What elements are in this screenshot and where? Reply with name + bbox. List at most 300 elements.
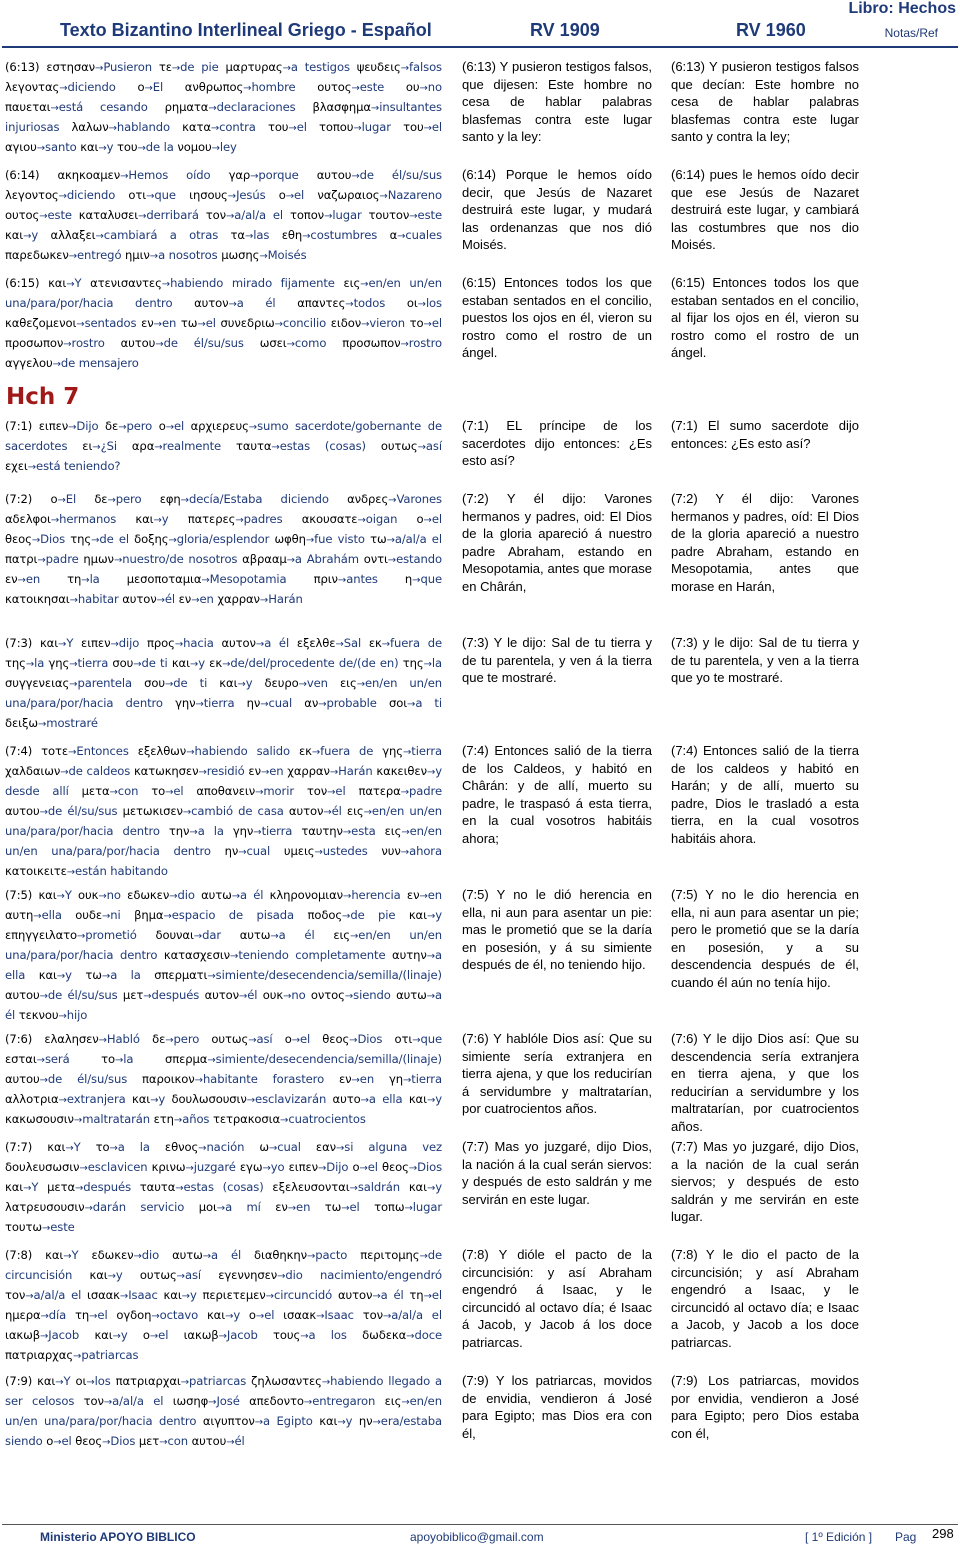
arrow-icon: → <box>265 1291 274 1302</box>
header-divider <box>2 46 958 48</box>
spanish-gloss: y <box>161 512 169 526</box>
arrow-icon: → <box>349 1183 358 1194</box>
greek-word: της <box>5 656 26 670</box>
arrow-icon: → <box>246 1095 256 1106</box>
arrow-icon: → <box>68 747 77 758</box>
spanish-gloss: José <box>216 1394 240 1408</box>
spanish-gloss: así <box>184 1268 202 1282</box>
arrow-icon: → <box>238 991 248 1002</box>
greek-word: θεος <box>322 1032 350 1046</box>
arrow-icon: → <box>31 535 41 546</box>
spanish-gloss: diciendo <box>67 80 116 94</box>
arrow-icon: → <box>423 515 432 526</box>
spanish-gloss: de ti <box>141 656 168 670</box>
arrow-icon: → <box>400 339 409 350</box>
spanish-gloss: habiendo mirado fijamente <box>170 276 335 290</box>
arrow-icon: → <box>342 827 352 838</box>
greek-word: ημερα <box>5 1308 41 1322</box>
spanish-gloss: dio nacimiento/engendró <box>285 1268 442 1282</box>
arrow-icon: → <box>363 807 372 818</box>
greek-word: την <box>168 824 190 838</box>
greek-word: τω <box>370 532 387 546</box>
page-label: Pag <box>895 1530 917 1544</box>
greek-word: εγεννησεν <box>218 1268 278 1282</box>
spanish-gloss: pacto <box>315 1248 348 1262</box>
arrow-icon: → <box>68 422 77 433</box>
arrow-icon: → <box>168 535 177 546</box>
spanish-gloss: no <box>106 888 121 902</box>
spanish-gloss: en <box>161 316 177 330</box>
spanish-gloss: estas (cosas) <box>279 439 366 453</box>
arrow-icon: → <box>351 1075 360 1086</box>
arrow-icon: → <box>255 1311 265 1322</box>
spanish-gloss: entregaron <box>312 1394 376 1408</box>
spanish-gloss: está cesando <box>58 100 148 114</box>
rv1960-text: (6:14) pues le hemos oído decir que ese Jesús de Nazaret destruirá este lugar, y cambiará las costumbres que nos dio Moisés. <box>671 167 859 253</box>
arrow-icon: → <box>260 699 269 710</box>
rv1960-text: (7:8) Y le dio el pacto de la circuncisión; y así Abraham engendró a Isaac, y le circuncidó al octavo día; e Isaac a Jacob, y Jacob a los doce patriarcas. <box>671 1247 859 1350</box>
spanish-gloss: día <box>48 1308 67 1322</box>
greek-word: ο <box>248 1308 256 1322</box>
greek-word: το <box>151 784 166 798</box>
greek-word: μετα <box>81 784 110 798</box>
spanish-gloss: fue visto <box>314 532 365 546</box>
arrow-icon: → <box>113 555 123 566</box>
arrow-icon: → <box>316 1311 325 1322</box>
spanish-gloss: cuatrocientos <box>288 1112 366 1126</box>
arrow-icon: → <box>207 1055 216 1066</box>
arrow-icon: → <box>84 1203 93 1214</box>
greek-word: τα <box>230 228 245 242</box>
arrow-icon: → <box>327 787 336 798</box>
spanish-gloss: Dijo <box>76 419 99 433</box>
arrow-icon: → <box>419 83 428 94</box>
greek-word: ο <box>46 1434 54 1448</box>
spanish-gloss: concilio <box>282 316 327 330</box>
greek-word: και <box>171 656 190 670</box>
spanish-gloss: a ella <box>368 1092 403 1106</box>
arrow-icon: → <box>311 747 321 758</box>
greek-word: εις <box>384 824 402 838</box>
spanish-gloss: a él <box>211 1248 242 1262</box>
greek-word: και <box>94 1328 113 1342</box>
greek-word: δε <box>105 419 119 433</box>
arrow-icon: → <box>191 595 200 606</box>
arrow-icon: → <box>329 767 339 778</box>
arrow-icon: → <box>402 1075 412 1086</box>
arrow-icon: → <box>401 1397 410 1408</box>
spanish-gloss: después <box>83 1180 132 1194</box>
greek-word: σοι <box>388 696 408 710</box>
greek-word: γην <box>175 696 196 710</box>
spanish-gloss: en <box>296 1200 311 1214</box>
interlinear-text <box>5 274 442 374</box>
greek-word: ρηματα <box>164 100 209 114</box>
arrow-icon: → <box>66 867 76 878</box>
arrow-icon: → <box>227 191 237 202</box>
arrow-icon: → <box>50 515 60 526</box>
arrow-icon: → <box>287 1203 297 1214</box>
arrow-icon: → <box>216 1203 226 1214</box>
spanish-gloss: de/del/procedente de/(de en) <box>230 656 399 670</box>
arrow-icon: → <box>23 231 32 242</box>
spanish-gloss: dijo <box>118 636 140 650</box>
greek-word: εις <box>346 804 364 818</box>
spanish-gloss: la <box>431 656 443 670</box>
spanish-gloss: a ella <box>5 948 442 982</box>
spanish-gloss: Dijo <box>326 1160 349 1174</box>
spanish-gloss: dio <box>141 1248 160 1262</box>
arrow-icon: → <box>173 1115 183 1126</box>
spanish-gloss: a nosotros <box>158 248 218 262</box>
arrow-icon: → <box>208 103 217 114</box>
greek-word: το <box>101 1052 116 1066</box>
arrow-icon: → <box>211 143 220 154</box>
spanish-gloss: en/en un/en una/para/por/hacia dentro <box>5 276 442 310</box>
spanish-gloss: ley <box>219 140 237 154</box>
arrow-icon: → <box>55 1377 64 1388</box>
spanish-gloss: y <box>120 1328 128 1342</box>
verse-reference: (7:1) <box>5 419 39 433</box>
spanish-gloss: lugar <box>361 120 391 134</box>
greek-word: και <box>89 1268 108 1282</box>
greek-word: ουκ <box>78 888 99 902</box>
arrow-icon: → <box>95 63 104 74</box>
greek-word: ο <box>137 80 145 94</box>
arrow-icon: → <box>91 535 100 546</box>
rv1909-text: (7:8) Y dióle el pacto de la circuncisión: y así Abraham engendró á Isaac, y le circuncidó al octavo día; é Isaac á Jacob, y Jacob á los doce patriarcas. <box>462 1247 652 1350</box>
greek-word: απεδοντο <box>249 1394 304 1408</box>
arrow-icon: → <box>76 931 86 942</box>
arrow-icon: → <box>412 575 421 586</box>
arrow-icon: → <box>372 1417 381 1428</box>
arrow-icon: → <box>280 1115 289 1126</box>
greek-word: δε <box>94 492 108 506</box>
spanish-gloss: de pie <box>180 60 219 74</box>
greek-word: επηγγειλατο <box>5 928 77 942</box>
greek-word: προσωπον <box>5 336 64 350</box>
greek-word: σου <box>144 676 165 690</box>
greek-word: λατρευσουσιν <box>5 1200 85 1214</box>
spanish-gloss: que <box>154 188 176 202</box>
arrow-icon: → <box>115 1055 124 1066</box>
spanish-gloss: están habitando <box>75 864 168 878</box>
spanish-gloss: con <box>117 784 139 798</box>
arrow-icon: → <box>63 339 72 350</box>
greek-word: λεγοντος <box>5 188 59 202</box>
arrow-icon: → <box>323 807 332 818</box>
greek-word: ουτος <box>317 80 352 94</box>
spanish-gloss: espacio de pisada <box>171 908 295 922</box>
rv1909-text: (7:7) Mas yo juzgaré, dijo Dios, la nación á la cual serán siervos: y después de esto saldrán y me servirán en este lugar. <box>462 1139 652 1207</box>
greek-word: ωσει <box>259 336 287 350</box>
spanish-gloss: con <box>167 1434 188 1448</box>
arrow-icon: → <box>318 1163 327 1174</box>
arrow-icon: → <box>76 319 85 330</box>
spanish-gloss: años <box>182 1112 210 1126</box>
arrow-icon: → <box>56 891 65 902</box>
greek-word: εκ <box>209 656 223 670</box>
spanish-gloss: en/en un/en una/para/por/hacia dentro <box>5 804 442 838</box>
spanish-gloss: Isaac <box>128 1288 158 1302</box>
greek-word: του <box>267 120 289 134</box>
arrow-icon: → <box>109 1143 118 1154</box>
spanish-gloss: Isaac <box>324 1308 354 1322</box>
arrow-icon: → <box>277 1271 286 1282</box>
arrow-icon: → <box>426 1183 436 1194</box>
column-heading-rv1960: RV 1960 <box>736 20 806 40</box>
greek-word: εν <box>338 1072 352 1086</box>
spanish-gloss: el <box>158 1328 169 1342</box>
arrow-icon: → <box>41 1223 51 1234</box>
spanish-gloss: a la <box>197 824 224 838</box>
greek-word: αιγυπτον <box>202 1414 255 1428</box>
greek-word: αν <box>304 696 319 710</box>
arrow-icon: → <box>210 123 220 134</box>
arrow-icon: → <box>274 319 283 330</box>
greek-word: τον <box>205 208 226 222</box>
arrow-icon: → <box>98 891 107 902</box>
verse-reference: (7:2) <box>5 492 51 506</box>
spanish-gloss: yo <box>270 1160 285 1174</box>
arrow-icon: → <box>175 1183 184 1194</box>
spanish-gloss: de ti <box>173 676 208 690</box>
greek-word: θεος <box>5 532 32 546</box>
spanish-gloss: hombre <box>251 80 296 94</box>
greek-word: υμεις <box>283 844 315 858</box>
arrow-icon: → <box>69 659 78 670</box>
chapter-heading: Hch 7 <box>6 384 80 410</box>
greek-word: ο <box>142 1328 150 1342</box>
greek-word: κληρονομιαν <box>269 888 344 902</box>
spanish-gloss: y <box>65 968 72 982</box>
greek-word: και <box>408 908 427 922</box>
arrow-icon: → <box>426 1095 436 1106</box>
spanish-gloss: y desde allí <box>5 764 443 798</box>
spanish-gloss: y <box>198 656 205 670</box>
arrow-icon: → <box>176 1271 185 1282</box>
greek-word: αγιου <box>5 140 37 154</box>
greek-word: ιησους <box>189 188 228 202</box>
greek-word: αγγελου <box>5 356 53 370</box>
arrow-icon: → <box>138 211 147 222</box>
arrow-icon: → <box>407 699 416 710</box>
spanish-gloss: no <box>427 80 443 94</box>
greek-word: αυτη <box>5 908 34 922</box>
rv1960-text: (7:3) y le dijo: Sal de tu tierra y de tu parentela, y ven a la tierra que yo te mostraré. <box>671 635 859 686</box>
spanish-gloss: el <box>61 1434 72 1448</box>
greek-word: ην <box>224 844 239 858</box>
interlinear-text <box>5 1246 442 1366</box>
spanish-gloss: a él <box>5 988 442 1022</box>
spanish-gloss: en <box>269 764 284 778</box>
arrow-icon: → <box>58 1095 67 1106</box>
arrow-icon: → <box>198 1143 207 1154</box>
greek-word: τοπον <box>289 208 325 222</box>
greek-word: πατερα <box>358 784 401 798</box>
arrow-icon: → <box>417 442 426 453</box>
spanish-gloss: sentados <box>84 316 137 330</box>
greek-word: ην <box>246 696 261 710</box>
rv1960-text: (6:13) Y pusieron testigos falsos que decían: Este hombre no cesa de hablar palabras blasfemas contra este lugar santo y contra la ley; <box>671 59 859 145</box>
greek-word: τοπου <box>319 120 354 134</box>
arrow-icon: → <box>238 847 247 858</box>
arrow-icon: → <box>146 191 155 202</box>
arrow-icon: → <box>250 171 259 182</box>
arrow-icon: → <box>341 1203 350 1214</box>
verse-reference: (6:13) <box>5 60 47 74</box>
greek-word: δευρο <box>264 676 299 690</box>
page-footer <box>0 1524 960 1548</box>
arrow-icon: → <box>226 211 235 222</box>
arrow-icon: → <box>282 63 291 74</box>
greek-word: ανδρες <box>347 492 389 506</box>
greek-word: αβρααμ <box>242 552 287 566</box>
greek-word: τοτε <box>41 744 69 758</box>
arrow-icon: → <box>426 951 435 962</box>
spanish-gloss: está teniendo? <box>36 459 121 473</box>
greek-word: εξελθων <box>137 744 187 758</box>
verse-reference: (7:7) <box>5 1140 48 1154</box>
spanish-gloss: él <box>247 988 258 1002</box>
greek-word: πατερες <box>187 512 236 526</box>
arrow-icon: → <box>351 83 360 94</box>
spanish-gloss: y <box>435 1092 442 1106</box>
spanish-gloss: residió <box>206 764 245 778</box>
greek-word: αλλαξει <box>50 228 96 242</box>
greek-word: εις <box>384 1394 402 1408</box>
greek-word: και <box>408 1092 427 1106</box>
arrow-icon: → <box>165 1035 174 1046</box>
spanish-gloss: habiendo salido <box>194 744 291 758</box>
arrow-icon: → <box>404 1203 413 1214</box>
spanish-gloss: a ti <box>415 696 442 710</box>
rv1909-text: (7:1) EL príncipe de los sacerdotes dijo entonces: ¿Es esto así? <box>462 418 652 469</box>
rv1909-text: (6:15) Entonces todos los que estaban sentados en el concilio, puestos los ojos en él, vieron su rostro como el rostro de un ángel. <box>462 275 652 361</box>
spanish-gloss: en <box>199 592 214 606</box>
greek-word: και <box>408 1180 427 1194</box>
book-name: Libro: Hechos <box>848 0 956 17</box>
spanish-gloss: maltratarán <box>82 1112 151 1126</box>
spanish-gloss: lugar <box>412 1200 443 1214</box>
greek-word: τη <box>409 1288 424 1302</box>
arrow-icon: → <box>58 1011 67 1022</box>
spanish-gloss: hermanos <box>59 512 117 526</box>
spanish-gloss: dar <box>202 928 222 942</box>
arrow-icon: → <box>159 1437 168 1448</box>
spanish-gloss: a/al/a el <box>394 532 442 546</box>
arrow-icon: → <box>412 1035 421 1046</box>
greek-word: και <box>5 1180 24 1194</box>
greek-word: αυτον <box>221 636 256 650</box>
spanish-gloss: antes <box>346 572 378 586</box>
greek-word: χαρραν <box>287 764 330 778</box>
arrow-icon: → <box>37 555 46 566</box>
spanish-gloss: era/estaba siendo <box>5 1414 442 1448</box>
spanish-gloss: lugar <box>332 208 362 222</box>
rv1960-text: (7:5) Y no le dio herencia en ella, ni aun para asentar un pie; pero le prometió que se la daría en posesión, y a su descendencia después de él, cuando él aún no tenía hijo. <box>671 887 859 990</box>
spanish-gloss: a la <box>117 1140 150 1154</box>
arrow-icon: → <box>161 279 171 290</box>
greek-word: προσωπον <box>342 336 401 350</box>
spanish-gloss: y <box>435 1180 442 1194</box>
spanish-gloss: que <box>420 1032 443 1046</box>
arrow-icon: → <box>342 911 351 922</box>
greek-word: νομου <box>177 140 212 154</box>
verse-reference: (7:3) <box>5 636 40 650</box>
greek-word: του <box>403 120 424 134</box>
arrow-icon: → <box>40 1311 49 1322</box>
arrow-icon: → <box>137 143 146 154</box>
greek-word: και <box>80 140 99 154</box>
arrow-icon: → <box>419 1251 428 1262</box>
spanish-gloss: ni <box>110 908 121 922</box>
arrow-icon: → <box>66 279 75 290</box>
greek-word: τοπω <box>374 1200 405 1214</box>
greek-word: οι <box>406 296 418 310</box>
greek-word: σπερμα <box>164 1052 208 1066</box>
spanish-gloss: Y <box>63 1374 71 1388</box>
spanish-gloss: extranjera <box>66 1092 126 1106</box>
spanish-gloss: el <box>349 1200 360 1214</box>
arrow-icon: → <box>285 191 295 202</box>
arrow-icon: → <box>69 595 78 606</box>
spanish-gloss: Y <box>64 888 72 902</box>
greek-word: και <box>131 1092 151 1106</box>
arrow-icon: → <box>95 231 104 242</box>
arrow-icon: → <box>228 299 237 310</box>
arrow-icon: → <box>103 1397 113 1408</box>
greek-word: ωφθη <box>274 532 306 546</box>
greek-word: η <box>404 572 413 586</box>
greek-word: δουλευσωσιν <box>5 1160 80 1174</box>
arrow-icon: → <box>150 1095 159 1106</box>
interlinear-text <box>5 1030 442 1130</box>
arrow-icon: → <box>388 495 397 506</box>
spanish-gloss: tierra <box>411 744 443 758</box>
interlinear-text <box>5 742 442 882</box>
arrow-icon: → <box>133 1251 142 1262</box>
arrow-icon: → <box>73 1351 82 1362</box>
arrow-icon: → <box>23 1183 32 1194</box>
arrow-icon: → <box>189 827 198 838</box>
spanish-gloss: el <box>431 120 443 134</box>
arrow-icon: → <box>243 83 252 94</box>
greek-word: και <box>206 1308 226 1322</box>
contact-email: apoyobiblico@gmail.com <box>410 1530 544 1544</box>
arrow-icon: → <box>201 575 210 586</box>
greek-word: οντος <box>310 988 345 1002</box>
greek-word: δοξης <box>134 532 169 546</box>
greek-word: δουλωσουσιν <box>171 1092 247 1106</box>
greek-word: ταυτα <box>139 1180 176 1194</box>
spanish-gloss: este <box>50 1220 75 1234</box>
greek-word: λαλων <box>71 120 109 134</box>
greek-word: τω <box>180 316 198 330</box>
greek-word: οντι <box>363 552 388 566</box>
spanish-gloss: el <box>294 188 305 202</box>
arrow-icon: → <box>180 1377 190 1388</box>
edition-label: [ 1º Edición ] <box>805 1530 873 1544</box>
spanish-gloss: costumbres <box>310 228 378 242</box>
greek-word: και <box>37 1374 56 1388</box>
greek-word: μαρτυρας <box>225 60 283 74</box>
spanish-gloss: Sal <box>343 636 362 650</box>
spanish-gloss: en <box>427 888 443 902</box>
spanish-gloss: el <box>431 512 442 526</box>
greek-word: κατωκησεν <box>133 764 199 778</box>
spanish-gloss: Varones <box>396 492 442 506</box>
